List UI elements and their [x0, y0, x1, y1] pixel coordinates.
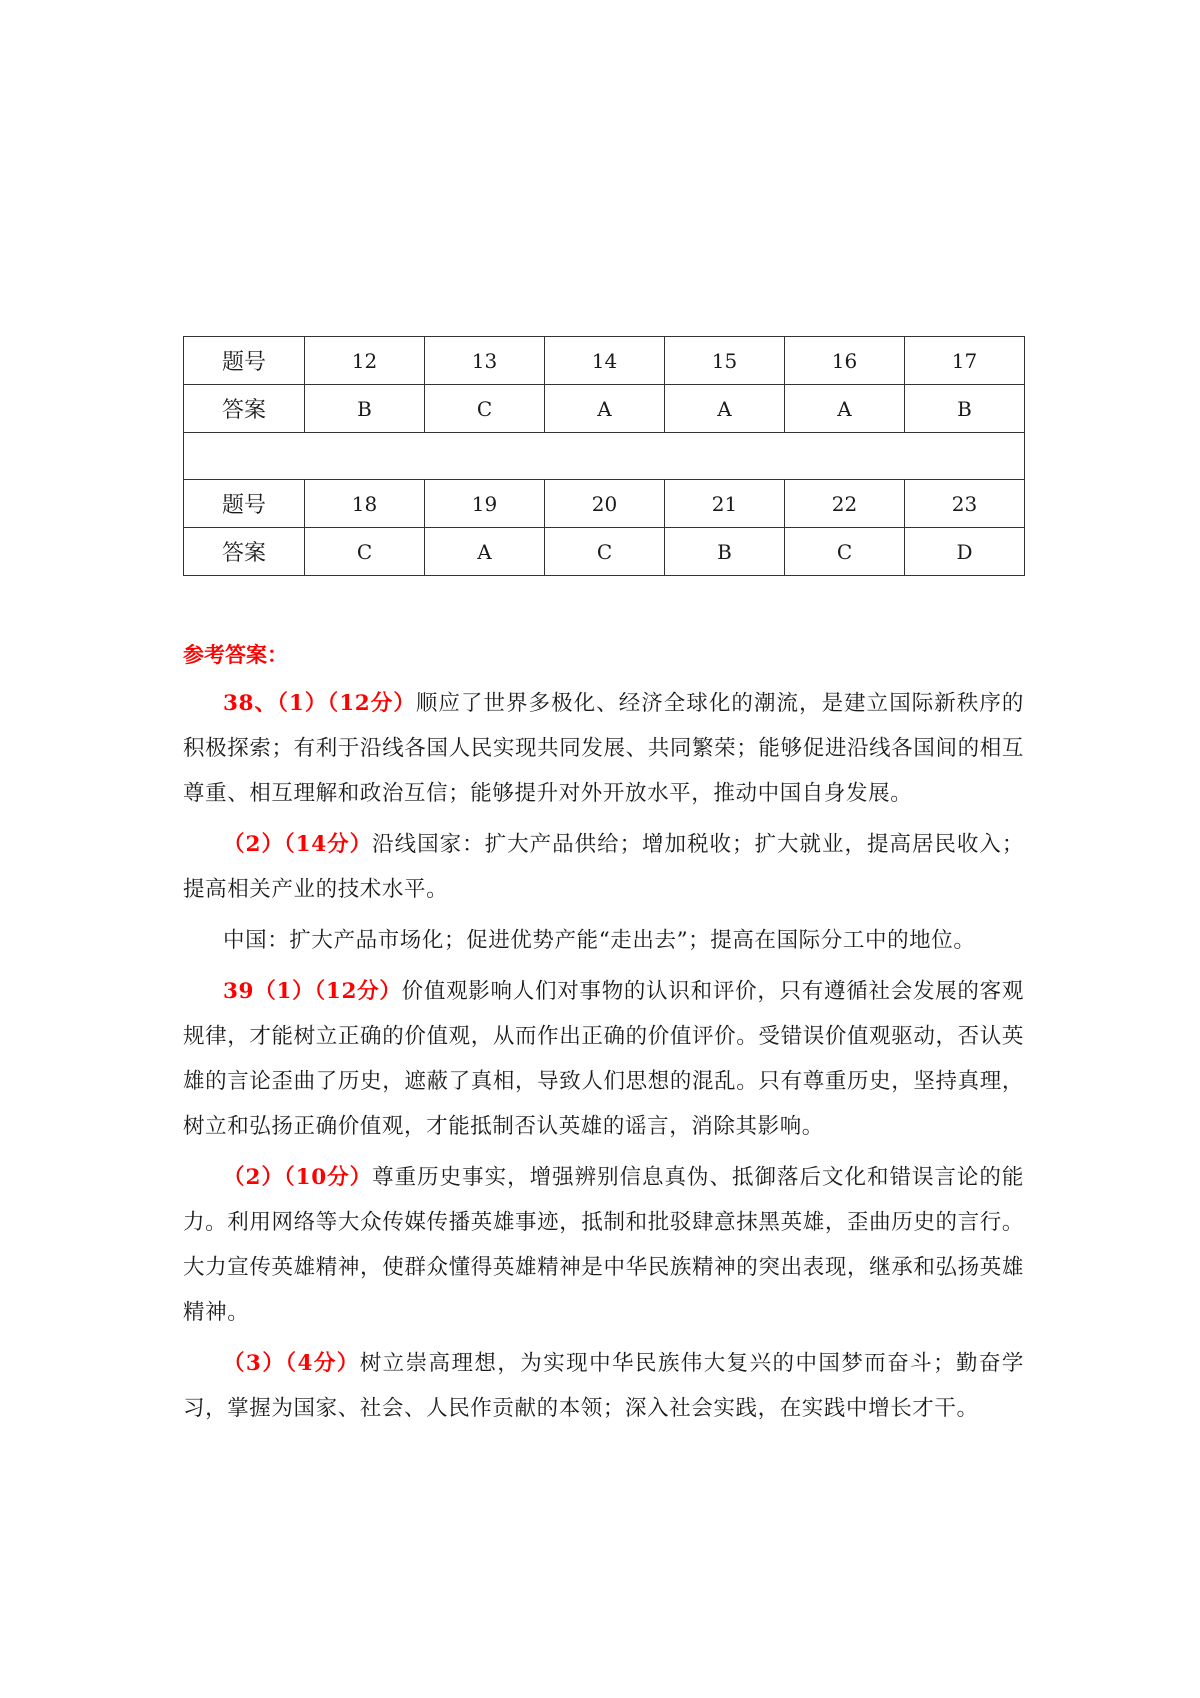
- q38-part2-china-text: 中国：扩大产品市场化；促进优势产能“走出去”；提高在国际分工中的地位。: [223, 928, 976, 953]
- question-number: 13: [425, 337, 545, 385]
- answer-cell: C: [305, 528, 425, 576]
- answer-label: 答案: [184, 528, 305, 576]
- answer-cell: B: [665, 528, 785, 576]
- answer-cell: C: [425, 385, 545, 433]
- q38-part2-china: [183, 918, 1024, 963]
- q38-part2-label: （2）（14分）: [223, 832, 373, 857]
- question-number: 18: [305, 480, 425, 528]
- table-row-question-numbers-1: [184, 337, 1025, 385]
- question-number: 23: [905, 480, 1025, 528]
- q39-part3: [183, 1341, 1024, 1431]
- q39-part1-text: 价值观影响人们对事物的认识和评价，只有遵循社会发展的客观规律，才能树立正确的价值观，从而作出正确的价值评价。受错误价值观驱动，否认英雄的言论歪曲了历史，遮蔽了真相，导致人们思想的混乱。只有尊重历史，坚持真理，树立和弘扬正确价值观，才能抵制否认英雄的谣言，消除其影响。: [183, 979, 1024, 1139]
- q39-part3-label: （3）（4分）: [223, 1351, 360, 1376]
- q38-part2-text: 沿线国家：扩大产品供给；增加税收；扩大就业，提高居民收入；提高相关产业的技术水平。: [183, 832, 1024, 902]
- q39-part2-text: 尊重历史事实，增强辨别信息真伪、抵御落后文化和错误言论的能力。利用网络等大众传媒传播英雄事迹，抵制和批驳肆意抹黑英雄，歪曲历史的言行。大力宣传英雄精神，使群众懂得英雄精神是中华民族精神的突出表现，继承和弘扬英雄精神。: [183, 1165, 1024, 1325]
- table-row-question-numbers-2: [184, 480, 1025, 528]
- reference-answers: [183, 638, 1024, 1431]
- table-row-spacer: [184, 433, 1025, 480]
- question-number: 17: [905, 337, 1025, 385]
- question-number: 21: [665, 480, 785, 528]
- q38-part1-label: 38、（1）（12分）: [223, 691, 416, 716]
- q39-part3-text: 树立崇高理想，为实现中华民族伟大复兴的中国梦而奋斗；勤奋学习，掌握为国家、社会、人民作贡献的本领；深入社会实践，在实践中增长才干。: [183, 1351, 1024, 1421]
- q39-part1: [183, 969, 1024, 1149]
- answer-table: [183, 336, 1025, 576]
- answer-cell: D: [905, 528, 1025, 576]
- question-label: 题号: [184, 480, 305, 528]
- q38-part1: [183, 681, 1024, 816]
- q39-part2: [183, 1155, 1024, 1335]
- answer-cell: B: [905, 385, 1025, 433]
- answer-cell: C: [545, 528, 665, 576]
- q39-part1-label: 39（1）（12分）: [223, 979, 402, 1004]
- q39-part2-label: （2）（10分）: [223, 1165, 373, 1190]
- answer-cell: A: [425, 528, 545, 576]
- answer-cell: A: [665, 385, 785, 433]
- question-number: 19: [425, 480, 545, 528]
- section-title: 参考答案：: [183, 642, 288, 667]
- question-number: 15: [665, 337, 785, 385]
- table-row-answers-1: [184, 385, 1025, 433]
- answer-label: 答案: [184, 385, 305, 433]
- answer-cell: C: [785, 528, 905, 576]
- answer-cell: A: [785, 385, 905, 433]
- answer-cell: A: [545, 385, 665, 433]
- question-number: 14: [545, 337, 665, 385]
- question-number: 20: [545, 480, 665, 528]
- spacer-cell: [184, 433, 1025, 480]
- question-number: 22: [785, 480, 905, 528]
- q38-part1-text: 顺应了世界多极化、经济全球化的潮流，是建立国际新秩序的积极探索；有利于沿线各国人民实现共同发展、共同繁荣；能够促进沿线各国间的相互尊重、相互理解和政治互信；能够提升对外开放水平，推动中国自身发展。: [183, 691, 1024, 806]
- answer-cell: B: [305, 385, 425, 433]
- question-number: 16: [785, 337, 905, 385]
- question-label: 题号: [184, 337, 305, 385]
- question-number: 12: [305, 337, 425, 385]
- table-row-answers-2: [184, 528, 1025, 576]
- q38-part2: [183, 822, 1024, 912]
